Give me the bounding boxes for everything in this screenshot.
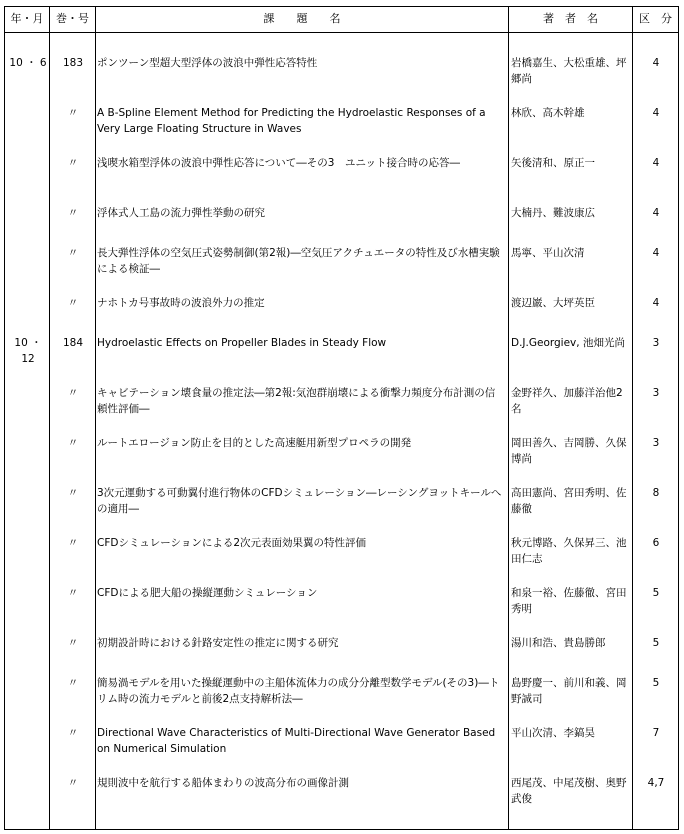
row-issue: 〃 bbox=[67, 487, 79, 499]
row-issue: 〃 bbox=[67, 247, 79, 259]
table-row bbox=[5, 531, 678, 581]
row-issue: 〃 bbox=[67, 157, 79, 169]
row-issue: 〃 bbox=[67, 677, 79, 689]
table-row bbox=[5, 331, 678, 381]
table-row bbox=[5, 51, 678, 101]
paper-list-table bbox=[4, 6, 679, 830]
header-authors: 著 者 名 bbox=[543, 12, 598, 25]
header-date: 年・月 bbox=[10, 12, 44, 25]
row-authors: 高田憲尚、宮田秀明、佐藤徹 bbox=[511, 487, 627, 515]
row-issue: 〃 bbox=[67, 437, 79, 449]
row-category: 3 bbox=[652, 437, 660, 449]
row-issue: 〃 bbox=[67, 727, 79, 739]
row-authors: 矢後清和、原正一 bbox=[511, 157, 595, 169]
row-title: 3次元運動する可動翼付進行物体のCFDシミュレーション―レーシングヨットキールへの適用― bbox=[97, 487, 502, 515]
row-category: 6 bbox=[652, 537, 660, 549]
header-category: 区 分 bbox=[639, 12, 672, 25]
row-category: 3 bbox=[652, 387, 660, 399]
row-authors: 和泉一裕、佐藤徹、宮田秀明 bbox=[511, 587, 627, 615]
row-authors: 岩橋嘉生、大松重雄、坪郷尚 bbox=[511, 57, 627, 85]
row-authors: D.J.Georgiev, 池畑光尚 bbox=[511, 337, 625, 349]
row-category: 5 bbox=[652, 637, 660, 649]
table-row bbox=[5, 241, 678, 291]
row-category: 4 bbox=[652, 207, 660, 219]
row-category: 4,7 bbox=[647, 777, 665, 789]
row-issue: 〃 bbox=[67, 587, 79, 599]
row-title: CFDによる肥大船の操縦運動シミュレーション bbox=[97, 587, 318, 599]
row-category: 4 bbox=[652, 247, 660, 259]
row-category: 7 bbox=[652, 727, 660, 739]
row-title: 簡易渦モデルを用いた操縦運動中の主船体流体力の成分分離型数学モデル(その3)―トリム時の流力モデルと前後2点支持解析法― bbox=[97, 677, 500, 705]
row-authors: 大楠丹、難波康広 bbox=[511, 207, 595, 219]
row-title: 浮体式人工島の流力弾性挙動の研究 bbox=[97, 207, 265, 219]
row-category: 8 bbox=[652, 487, 660, 499]
row-title: ポンツーン型超大型浮体の波浪中弾性応答特性 bbox=[97, 57, 318, 69]
row-authors: 平山次清、李鎬昊 bbox=[511, 727, 595, 739]
row-title: CFDシミュレーションによる2次元表面効果翼の特性評価 bbox=[97, 537, 367, 549]
row-title: ルートエロージョン防止を目的とした高速艇用新型プロペラの開発 bbox=[97, 437, 412, 449]
row-category: 4 bbox=[652, 107, 660, 119]
row-title: 長大弾性浮体の空気圧式姿勢制御(第2報)―空気圧アクチュエータの特性及び水槽実験による検証― bbox=[97, 247, 500, 275]
row-title: Hydroelastic Effects on Propeller Blades in Steady Flow bbox=[97, 337, 387, 349]
table-row bbox=[5, 721, 678, 771]
row-authors: 岡田善久、吉岡勝、久保博尚 bbox=[511, 437, 627, 465]
row-authors: 西尾茂、中尾茂樹、奥野武俊 bbox=[511, 777, 627, 805]
table-row bbox=[5, 771, 678, 821]
table-row bbox=[5, 581, 678, 631]
row-category: 4 bbox=[652, 297, 660, 309]
row-title: A B-Spline Element Method for Predicting the Hydroelastic Responses of a Very Large Floating Structure in Waves bbox=[97, 107, 486, 135]
row-issue: 〃 bbox=[67, 637, 79, 649]
table-row bbox=[5, 431, 678, 481]
row-title: Directional Wave Characteristics of Multi-Directional Wave Generator Based on Numerical Simulation bbox=[97, 727, 496, 755]
row-authors: 林欣、高木幹雄 bbox=[511, 107, 585, 119]
row-category: 4 bbox=[652, 57, 660, 69]
row-issue: 〃 bbox=[67, 297, 79, 309]
row-authors: 馬寧、平山次清 bbox=[511, 247, 585, 259]
row-category: 4 bbox=[652, 157, 660, 169]
table-row bbox=[5, 151, 678, 201]
row-title: 浅喫水箱型浮体の波浪中弾性応答について―その3 ユニット接合時の応答― bbox=[97, 157, 461, 169]
row-authors: 渡辺巌、大坪英臣 bbox=[511, 297, 595, 309]
table-row bbox=[5, 481, 678, 531]
row-issue: 〃 bbox=[67, 537, 79, 549]
row-title: キャビテーション壊食量の推定法―第2報:気泡群崩壊による衝撃力頻度分布計測の信頼性評価― bbox=[97, 387, 496, 415]
row-title: 初期設計時における針路安定性の推定に関する研究 bbox=[97, 637, 339, 649]
row-issue: 〃 bbox=[67, 207, 79, 219]
header-issue: 巻・号 bbox=[56, 12, 89, 25]
row-authors: 湯川和浩、貴島勝郎 bbox=[511, 637, 606, 649]
row-issue: 〃 bbox=[67, 777, 79, 789]
row-title: ナホトカ号事故時の波浪外力の推定 bbox=[97, 297, 265, 309]
header-divider bbox=[5, 32, 678, 33]
row-title: 規則波中を航行する船体まわりの波高分布の画像計測 bbox=[97, 777, 349, 789]
row-date: 10 ・ 12 bbox=[14, 337, 42, 365]
row-authors: 金野祥久、加藤洋治他2名 bbox=[511, 387, 623, 415]
table-row bbox=[5, 101, 678, 151]
row-issue: 〃 bbox=[67, 107, 79, 119]
table-row bbox=[5, 381, 678, 431]
row-category: 5 bbox=[652, 587, 660, 599]
row-category: 5 bbox=[652, 677, 660, 689]
row-authors: 秋元博路、久保昇三、池田仁志 bbox=[511, 537, 627, 565]
row-authors: 島野慶一、前川和義、岡野誠司 bbox=[511, 677, 627, 705]
row-issue: 183 bbox=[62, 57, 84, 69]
row-date: 10 ・ 6 bbox=[9, 57, 47, 69]
row-issue: 〃 bbox=[67, 387, 79, 399]
header-title: 課 題 名 bbox=[263, 12, 341, 25]
row-issue: 184 bbox=[62, 337, 84, 349]
table-row bbox=[5, 671, 678, 721]
row-category: 3 bbox=[652, 337, 660, 349]
